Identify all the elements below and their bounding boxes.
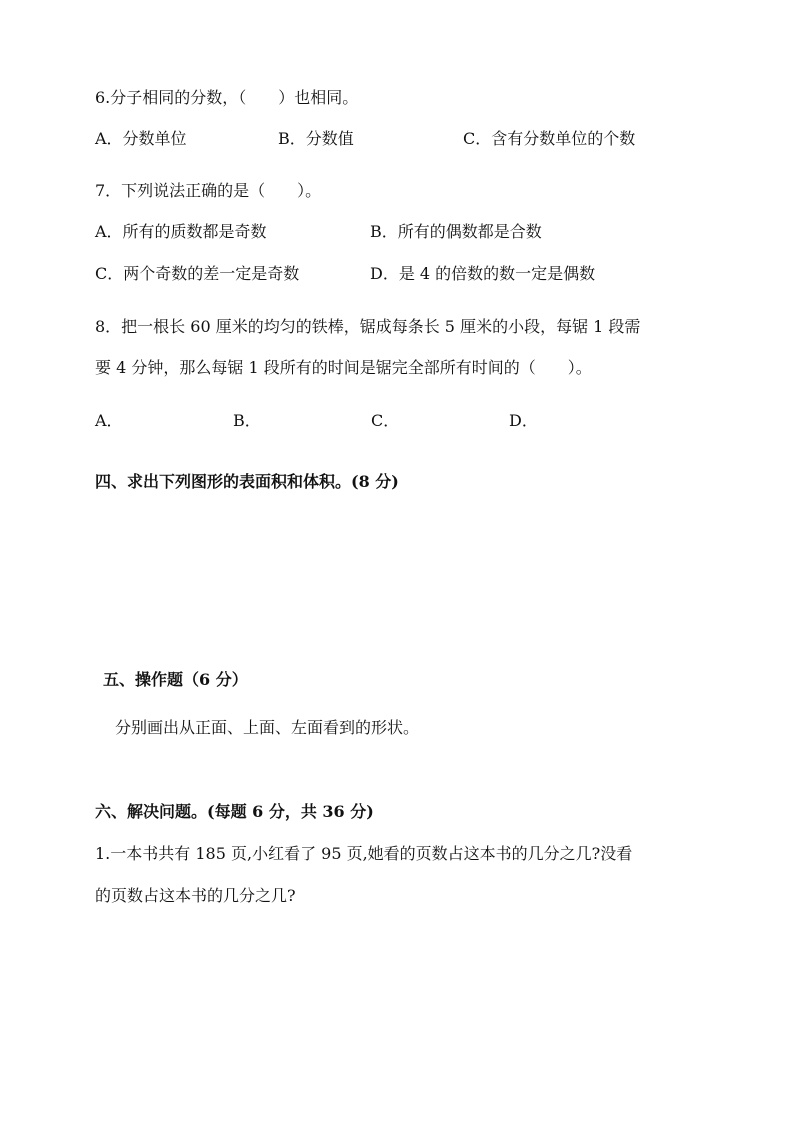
q8-option-b: B． [233,411,261,430]
section-6-title: 六、解决问题。(每题 6 分，共 36 分) [95,802,374,821]
q8-option-d: D． [509,411,538,430]
q8-option-a: A． [95,411,123,430]
q8-stem-line2: 要 4 分钟，那么每锯 1 段所有的时间是锯完全部所有时间的（ ）。 [95,358,592,377]
section-4-title: 四、求出下列图形的表面积和体积。(8 分) [95,472,399,491]
q7-option-a: A．所有的质数都是奇数 [95,222,267,241]
section-6-q1-line1: 1.一本书共有 185 页,小红看了 95 页,她看的页数占这本书的几分之几?没看 [95,844,633,863]
q6-option-a: A．分数单位 [95,129,187,148]
q6-option-b: B．分数值 [278,129,354,148]
q7-option-d: D．是 4 的倍数的数一定是偶数 [370,264,596,283]
q8-stem-line1: 8．把一根长 60 厘米的均匀的铁棒，锯成每条长 5 厘米的小段，每锯 1 段需 [95,317,641,336]
q7-option-c: C．两个奇数的差一定是奇数 [95,264,300,283]
q7-option-b: B．所有的偶数都是合数 [370,222,542,241]
section-5-instruction: 分别画出从正面、上面、左面看到的形状。 [115,718,420,737]
q8-option-c: C． [371,411,400,430]
q7-stem: 7．下列说法正确的是（ ）。 [95,181,322,200]
section-5-title: 五、操作题（6 分） [103,670,248,689]
q6-stem: 6.分子相同的分数，（ ）也相同。 [95,88,359,107]
section-6-q1-line2: 的页数占这本书的几分之几? [95,886,296,905]
q6-option-c: C．含有分数单位的个数 [463,129,636,148]
